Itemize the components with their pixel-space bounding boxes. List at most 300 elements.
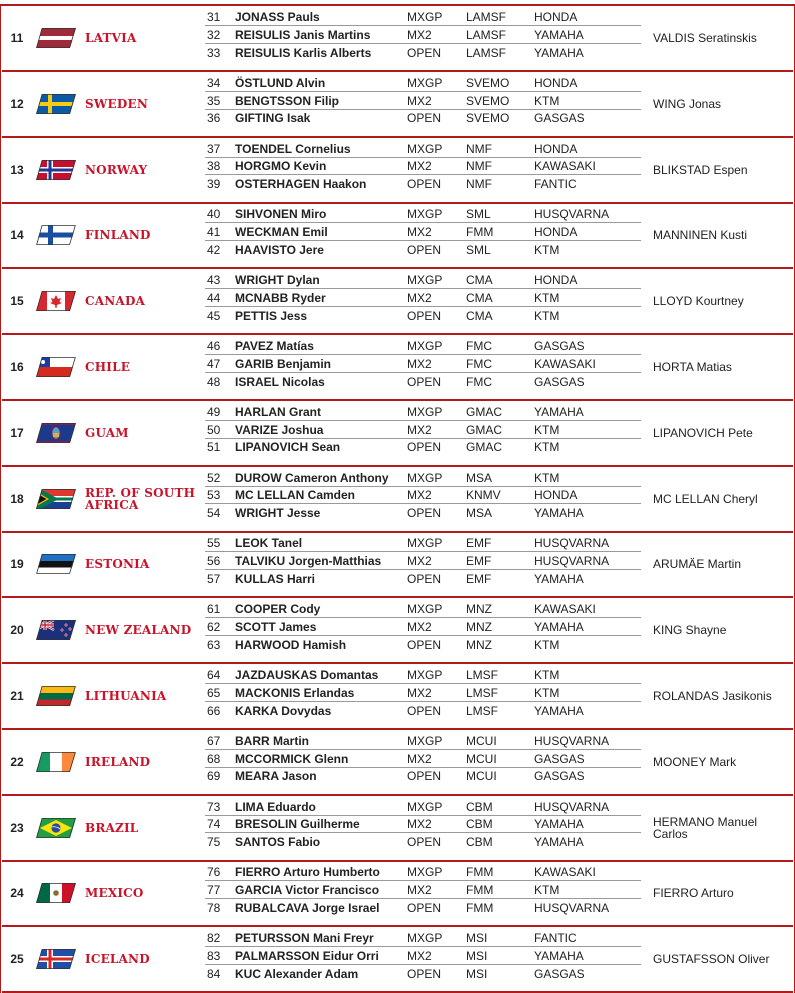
- rider-federation: MCUI: [466, 751, 497, 766]
- rider-name: GARIB Benjamin: [235, 356, 332, 371]
- rider-class: MX2: [407, 685, 432, 700]
- rider-number: 82: [207, 931, 221, 946]
- rider-row: [205, 157, 641, 175]
- rider-name: GIFTING Isak: [235, 111, 311, 126]
- rider-name: OSTERHAGEN Haakon: [235, 177, 367, 192]
- rider-list: [205, 269, 641, 333]
- team-row: [0, 72, 795, 138]
- team-row: [0, 203, 795, 269]
- rider-list: [205, 335, 641, 399]
- rider-bike-make: KTM: [534, 470, 560, 485]
- rider-list: [205, 664, 641, 728]
- flag-icon: [36, 357, 76, 377]
- rider-class: OPEN: [407, 966, 442, 981]
- rider-bike-make: KTM: [534, 290, 560, 305]
- row-left-border: [0, 138, 1, 204]
- flag-icon: [36, 883, 76, 903]
- rider-list: [205, 467, 641, 531]
- team-row: [0, 6, 795, 72]
- row-left-border: [0, 335, 1, 401]
- rider-class: OPEN: [407, 440, 442, 455]
- rider-bike-make: GASGAS: [534, 374, 585, 389]
- rider-row: [205, 44, 641, 62]
- rider-class: MX2: [407, 554, 432, 569]
- rider-bike-make: KTM: [534, 308, 560, 323]
- rider-bike-make: GASGAS: [534, 751, 585, 766]
- row-left-border: [0, 269, 1, 335]
- rider-name: HARWOOD Hamish: [235, 637, 347, 652]
- rider-class: OPEN: [407, 111, 442, 126]
- rider-federation: FMM: [466, 900, 494, 915]
- rider-row: [205, 929, 641, 947]
- rider-class: OPEN: [407, 242, 442, 257]
- flag-icon: [36, 160, 76, 180]
- rider-name: GARCIA Victor Francisco: [235, 883, 380, 898]
- rider-federation: MCUI: [466, 769, 497, 784]
- rider-federation: MNZ: [466, 602, 492, 617]
- rider-row: [205, 289, 641, 307]
- rider-class: OPEN: [407, 374, 442, 389]
- row-left-border: [0, 664, 1, 730]
- rider-bike-make: GASGAS: [534, 339, 585, 353]
- team-row: [0, 138, 795, 204]
- rider-number: 75: [207, 835, 221, 850]
- rider-row: [205, 403, 641, 421]
- rider-class: MX2: [407, 422, 432, 437]
- rider-row: [205, 534, 641, 552]
- flag-icon: [36, 225, 76, 245]
- country-name: NORWAY: [85, 162, 148, 177]
- rider-federation: MSA: [466, 506, 493, 521]
- rider-bike-make: HONDA: [534, 273, 578, 288]
- rider-federation: FMC: [466, 339, 492, 353]
- rider-number: 46: [207, 339, 221, 353]
- rider-list: [205, 401, 641, 465]
- rider-list: [205, 927, 641, 991]
- rider-row: [205, 74, 641, 92]
- rider-number: 74: [207, 817, 221, 832]
- rider-class: OPEN: [407, 571, 442, 586]
- rider-number: 61: [207, 602, 221, 617]
- rider-row: [205, 833, 641, 851]
- rider-federation: NMF: [466, 177, 492, 192]
- rider-bike-make: HONDA: [534, 141, 578, 156]
- rider-federation: CBM: [466, 817, 493, 832]
- rider-bike-make: KTM: [534, 422, 560, 437]
- rider-name: KULLAS Harri: [235, 571, 316, 586]
- rider-number: 64: [207, 668, 221, 682]
- country-name: GUAM: [85, 425, 129, 440]
- flag-icon: [36, 28, 76, 48]
- flag-icon: [36, 686, 76, 706]
- rider-bike-make: KTM: [534, 93, 560, 108]
- rider-name: PETURSSON Mani Freyr: [235, 931, 374, 946]
- team-position: 15: [10, 294, 24, 309]
- rider-name: DUROW Cameron Anthony: [235, 470, 389, 485]
- flag-icon: [36, 554, 76, 574]
- rider-row: [205, 92, 641, 110]
- rider-federation: LAMSF: [466, 45, 507, 60]
- rider-class: MXGP: [407, 141, 443, 156]
- rider-number: 51: [207, 440, 221, 455]
- rider-bike-make: YAMAHA: [534, 404, 584, 419]
- rider-number: 62: [207, 619, 221, 634]
- rider-class: OPEN: [407, 45, 442, 60]
- rider-bike-make: KTM: [534, 637, 560, 652]
- rider-name: PAVEZ Matías: [235, 339, 314, 353]
- rider-list: [205, 6, 641, 70]
- rider-bike-make: HONDA: [534, 75, 578, 90]
- row-left-border: [0, 6, 1, 72]
- rider-federation: CMA: [466, 308, 493, 323]
- rider-class: MX2: [407, 93, 432, 108]
- team-manager: GUSTAFSSON Oliver: [653, 952, 770, 967]
- rider-bike-make: HUSQVARNA: [534, 554, 610, 569]
- rider-number: 41: [207, 225, 221, 240]
- team-position: 24: [10, 886, 24, 901]
- rider-number: 54: [207, 506, 221, 521]
- rider-name: PALMARSSON Eidur Orri: [235, 948, 379, 963]
- rider-name: PETTIS Jess: [235, 308, 308, 323]
- rider-federation: EMF: [466, 536, 492, 551]
- rider-class: MXGP: [407, 799, 443, 814]
- rider-name: SCOTT James: [235, 619, 317, 634]
- rider-name: LIPANOVICH Sean: [235, 440, 341, 455]
- team-manager: BLIKSTAD Espen: [653, 162, 748, 177]
- rider-federation: CMA: [466, 273, 493, 288]
- rider-list: [205, 796, 641, 860]
- rider-row: [205, 140, 641, 158]
- rider-bike-make: YAMAHA: [534, 45, 584, 60]
- rider-row: [205, 863, 641, 881]
- rider-bike-make: YAMAHA: [534, 703, 584, 718]
- rider-number: 48: [207, 374, 221, 389]
- rider-number: 35: [207, 93, 221, 108]
- rider-class: MXGP: [407, 931, 443, 946]
- rider-name: JAZDAUSKAS Domantas: [235, 668, 379, 682]
- country-name: ICELAND: [85, 952, 150, 967]
- rider-class: MX2: [407, 751, 432, 766]
- team-position: 14: [10, 228, 24, 243]
- rider-federation: GMAC: [466, 422, 502, 437]
- row-left-border: [0, 730, 1, 796]
- rider-number: 66: [207, 703, 221, 718]
- rider-bike-make: YAMAHA: [534, 506, 584, 521]
- row-left-border: [0, 861, 1, 927]
- rider-bike-make: KAWASAKI: [534, 602, 596, 617]
- rider-bike-make: HUSQVARNA: [534, 536, 610, 551]
- rider-class: MX2: [407, 225, 432, 240]
- country-name: CANADA: [85, 294, 146, 309]
- rider-number: 37: [207, 141, 221, 156]
- rider-federation: SVEMO: [466, 111, 510, 126]
- team-position: 25: [10, 952, 24, 967]
- rider-number: 52: [207, 470, 221, 485]
- rider-name: TOENDEL Cornelius: [235, 141, 351, 156]
- country-name: LITHUANIA: [85, 689, 167, 703]
- rider-bike-make: KTM: [534, 668, 560, 682]
- rider-federation: GMAC: [466, 440, 502, 455]
- rider-number: 43: [207, 273, 221, 288]
- rider-class: MXGP: [407, 10, 443, 24]
- row-left-border: [0, 467, 1, 533]
- flag-icon: [36, 423, 76, 443]
- rider-bike-make: GASGAS: [534, 111, 585, 126]
- rider-federation: LMSF: [466, 703, 499, 718]
- rider-class: MX2: [407, 159, 432, 174]
- team-manager: KING Shayne: [653, 623, 727, 638]
- rider-number: 38: [207, 159, 221, 174]
- rider-row: [205, 570, 641, 588]
- rider-federation: MCUI: [466, 733, 497, 748]
- rider-number: 73: [207, 799, 221, 814]
- rider-federation: NMF: [466, 159, 492, 174]
- rider-federation: CBM: [466, 799, 493, 814]
- team-row: [0, 335, 795, 401]
- rider-row: [205, 552, 641, 570]
- rider-name: MCCORMICK Glenn: [235, 751, 349, 766]
- rider-row: [205, 947, 641, 965]
- rider-bike-make: KTM: [534, 883, 560, 898]
- rider-federation: GMAC: [466, 404, 502, 419]
- rider-federation: EMF: [466, 554, 492, 569]
- rider-number: 55: [207, 536, 221, 551]
- rider-row: [205, 732, 641, 750]
- rider-number: 36: [207, 111, 221, 126]
- row-left-border: [0, 598, 1, 664]
- rider-name: WECKMAN Emil: [235, 225, 328, 240]
- rider-row: [205, 109, 641, 127]
- rider-bike-make: KTM: [534, 685, 560, 700]
- rider-federation: FMC: [466, 374, 492, 389]
- rider-bike-make: KTM: [534, 242, 560, 257]
- rider-row: [205, 205, 641, 223]
- rider-list: [205, 730, 641, 794]
- rider-federation: KNMV: [466, 488, 501, 503]
- team-position: 22: [10, 754, 24, 769]
- rider-name: MCNABB Ryder: [235, 290, 326, 305]
- rider-bike-make: HUSQVARNA: [534, 207, 610, 222]
- country-name: REP. OF SOUTH AFRICA: [85, 485, 196, 512]
- rider-number: 53: [207, 488, 221, 503]
- rider-list: [205, 203, 641, 267]
- rider-bike-make: HONDA: [534, 225, 578, 240]
- rider-number: 76: [207, 865, 221, 880]
- rider-list: [205, 138, 641, 202]
- rider-row: [205, 504, 641, 522]
- rider-row: [205, 618, 641, 636]
- team-position: 12: [10, 96, 24, 111]
- rider-class: MXGP: [407, 733, 443, 748]
- team-manager: ROLANDAS Jasikonis: [653, 689, 772, 703]
- rider-class: MX2: [407, 883, 432, 898]
- team-position: 11: [10, 31, 24, 45]
- rider-row: [205, 337, 641, 355]
- rider-name: MEARA Jason: [235, 769, 317, 784]
- flag-icon: [36, 818, 76, 838]
- team-position: 20: [10, 623, 24, 638]
- rider-federation: NMF: [466, 141, 492, 156]
- rider-row: [205, 702, 641, 720]
- rider-bike-make: FANTIC: [534, 931, 577, 946]
- rider-federation: MSI: [466, 966, 488, 981]
- rider-class: OPEN: [407, 835, 442, 850]
- rider-name: REISULIS Janis Martins: [235, 27, 371, 42]
- team-row: [0, 532, 795, 598]
- rider-row: [205, 241, 641, 259]
- rider-number: 78: [207, 900, 221, 915]
- country-name: NEW ZEALAND: [85, 623, 192, 638]
- country-name: IRELAND: [85, 754, 151, 769]
- rider-bike-make: FANTIC: [534, 177, 577, 192]
- flag-icon: [36, 291, 76, 311]
- rider-class: MXGP: [407, 404, 443, 419]
- rider-row: [205, 8, 641, 26]
- row-left-border: [0, 796, 1, 862]
- team-row: [0, 664, 795, 730]
- rider-name: MACKONIS Erlandas: [235, 685, 355, 700]
- row-left-border: [0, 532, 1, 598]
- rider-list: [205, 72, 641, 136]
- rider-bike-make: YAMAHA: [534, 817, 584, 832]
- team-position: 23: [10, 820, 24, 835]
- country-name: BRAZIL: [85, 820, 139, 835]
- rider-name: BARR Martin: [235, 733, 309, 748]
- flag-icon: [36, 94, 76, 114]
- team-row: [0, 730, 795, 796]
- rider-number: 33: [207, 45, 221, 60]
- team-row: [0, 796, 795, 862]
- rider-federation: SML: [466, 242, 491, 257]
- rider-number: 57: [207, 571, 221, 586]
- rider-class: OPEN: [407, 703, 442, 718]
- rider-row: [205, 666, 641, 684]
- rider-federation: CMA: [466, 290, 493, 305]
- rider-bike-make: HUSQVARNA: [534, 799, 610, 814]
- team-position: 17: [10, 425, 24, 440]
- rider-bike-make: KAWASAKI: [534, 159, 596, 174]
- rider-number: 83: [207, 948, 221, 963]
- rider-name: TALVIKU Jorgen-Matthias: [235, 554, 382, 569]
- country-name: LATVIA: [85, 31, 137, 45]
- rider-number: 44: [207, 290, 221, 305]
- rider-name: RUBALCAVA Jorge Israel: [235, 900, 380, 915]
- rider-row: [205, 767, 641, 785]
- team-position: 19: [10, 557, 24, 572]
- rider-class: OPEN: [407, 769, 442, 784]
- rider-number: 47: [207, 356, 221, 371]
- rider-federation: FMM: [466, 225, 494, 240]
- rider-bike-make: YAMAHA: [534, 27, 584, 42]
- rider-row: [205, 271, 641, 289]
- rider-number: 50: [207, 422, 221, 437]
- rider-federation: MNZ: [466, 619, 492, 634]
- rider-class: MXGP: [407, 470, 443, 485]
- rider-class: OPEN: [407, 177, 442, 192]
- rider-number: 63: [207, 637, 221, 652]
- flag-icon: [36, 489, 76, 509]
- rider-number: 39: [207, 177, 221, 192]
- row-left-border: [0, 401, 1, 467]
- rider-row: [205, 750, 641, 768]
- rider-row: [205, 684, 641, 702]
- rider-federation: FMM: [466, 865, 494, 880]
- team-manager: MANNINEN Kusti: [653, 228, 748, 243]
- rider-row: [205, 899, 641, 917]
- rider-class: MXGP: [407, 668, 443, 682]
- rider-class: MXGP: [407, 865, 443, 880]
- rider-federation: FMM: [466, 883, 494, 898]
- flag-icon: [36, 949, 76, 969]
- rider-bike-make: YAMAHA: [534, 571, 584, 586]
- rider-bike-make: YAMAHA: [534, 619, 584, 634]
- team-manager: MOONEY Mark: [653, 754, 737, 769]
- rider-name: WRIGHT Jesse: [235, 506, 321, 521]
- rider-class: MXGP: [407, 602, 443, 617]
- rider-row: [205, 26, 641, 44]
- rider-class: OPEN: [407, 900, 442, 915]
- rider-federation: MSI: [466, 948, 488, 963]
- rider-class: OPEN: [407, 308, 442, 323]
- rider-federation: LAMSF: [466, 27, 507, 42]
- team-row: [0, 401, 795, 467]
- team-manager: HERMANO Manuel Carlos: [653, 814, 758, 841]
- rider-number: 67: [207, 733, 221, 748]
- rider-bike-make: YAMAHA: [534, 835, 584, 850]
- team-manager: WING Jonas: [653, 96, 722, 111]
- rider-row: [205, 438, 641, 456]
- team-manager: HORTA Matias: [653, 360, 732, 374]
- rider-list: [205, 861, 641, 925]
- team-manager: LIPANOVICH Pete: [653, 425, 753, 440]
- rider-name: WRIGHT Dylan: [235, 273, 320, 288]
- country-name: CHILE: [85, 360, 131, 374]
- rider-name: BRESOLIN Guilherme: [235, 817, 360, 832]
- rider-class: MX2: [407, 817, 432, 832]
- rider-class: MXGP: [407, 339, 443, 353]
- rider-name: KUC Alexander Adam: [235, 966, 359, 981]
- rider-name: JONASS Pauls: [235, 10, 320, 24]
- rider-number: 34: [207, 75, 221, 90]
- rider-class: MXGP: [407, 75, 443, 90]
- rider-federation: MSI: [466, 931, 488, 946]
- flag-icon: [36, 752, 76, 772]
- country-name: SWEDEN: [85, 96, 149, 111]
- rider-row: [205, 881, 641, 899]
- rider-federation: EMF: [466, 571, 492, 586]
- rider-class: OPEN: [407, 506, 442, 521]
- rider-bike-make: HUSQVARNA: [534, 733, 610, 748]
- row-left-border: [0, 203, 1, 269]
- rider-class: MX2: [407, 290, 432, 305]
- rider-number: 84: [207, 966, 221, 981]
- rider-federation: LAMSF: [466, 10, 507, 24]
- rider-name: LEOK Tanel: [235, 536, 303, 551]
- team-manager: FIERRO Arturo: [653, 886, 734, 901]
- rider-number: 69: [207, 769, 221, 784]
- rider-row: [205, 600, 641, 618]
- rider-row: [205, 421, 641, 439]
- rider-class: MX2: [407, 488, 432, 503]
- team-manager: LLOYD Kourtney: [653, 294, 744, 309]
- team-row: [0, 927, 795, 993]
- rider-federation: SVEMO: [466, 93, 510, 108]
- rider-name: HARLAN Grant: [235, 404, 321, 419]
- rider-name: HORGMO Kevin: [235, 159, 327, 174]
- team-position: 21: [10, 689, 24, 703]
- rider-class: MXGP: [407, 273, 443, 288]
- team-manager: MC LELLAN Cheryl: [653, 491, 758, 506]
